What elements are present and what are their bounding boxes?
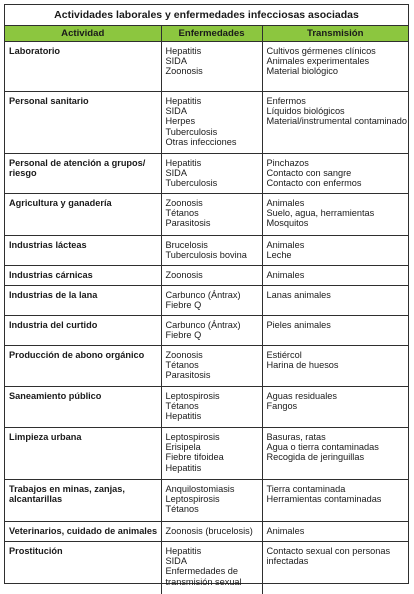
cell-line: Fiebre tifoidea: [165, 452, 224, 463]
cell-line: Leche: [266, 250, 292, 261]
cell-line: Contacto con enfermos: [266, 178, 362, 189]
table-row: [5, 236, 408, 266]
cell-line: Zoonosis: [165, 350, 203, 360]
cell-line: Trabajos en minas, zanjas,: [9, 484, 125, 494]
cell-line: Producción de abono orgánico: [9, 350, 145, 360]
table-row: [5, 346, 408, 387]
cell-line: Herramientas contaminadas: [266, 494, 382, 505]
activity-cell: [5, 286, 161, 316]
transmission-cell: [262, 480, 408, 522]
cell-line: Tétanos: [165, 360, 199, 371]
cell-line: Animales: [266, 270, 305, 280]
cell-line: Leptospirosis: [165, 432, 220, 442]
cell-line: Erisipela: [165, 442, 201, 453]
diseases-cell: [161, 387, 262, 428]
cell-line: Mosquitos: [266, 218, 309, 229]
cell-line: Industrias lácteas: [9, 240, 87, 250]
cell-line: Industrias cárnicas: [9, 270, 93, 280]
diseases-cell: [161, 236, 262, 266]
cell-line: Zoonosis: [165, 66, 203, 77]
cell-line: Cultivos gérmenes clínicos: [266, 46, 376, 56]
activity-cell: [5, 194, 161, 236]
transmission-cell: [262, 542, 408, 594]
cell-line: Veterinarios, cuidado de animales: [9, 526, 158, 536]
cell-line: Animales experimentales: [266, 56, 370, 67]
activity-cell: [5, 387, 161, 428]
cell-line: Tétanos: [165, 401, 199, 412]
cell-line: Personal sanitario: [9, 96, 89, 106]
cell-line: SIDA: [165, 106, 187, 117]
cell-line: Hepatitis: [165, 96, 202, 106]
cell-line: riesgo: [9, 168, 37, 179]
cell-line: Zoonosis: [165, 198, 203, 208]
table-row: [5, 428, 408, 480]
activity-cell: [5, 154, 161, 194]
transmission-cell: [262, 387, 408, 428]
cell-line: Carbunco (Ántrax): [165, 320, 241, 330]
diseases-table: [5, 26, 408, 594]
diseases-cell: [161, 428, 262, 480]
cell-line: Aguas residuales: [266, 391, 337, 401]
cell-line: Tierra contaminada: [266, 484, 346, 494]
cell-line: Otras infecciones: [165, 136, 237, 147]
table-row: [5, 154, 408, 194]
cell-line: Suelo, agua, herramientas: [266, 208, 375, 219]
transmission-cell: [262, 522, 408, 542]
cell-line: Agricultura y ganadería: [9, 198, 112, 208]
cell-line: Tuberculosis: [165, 178, 218, 189]
cell-line: infectadas: [266, 556, 309, 567]
cell-line: Fiebre Q: [165, 300, 202, 311]
diseases-cell: [161, 480, 262, 522]
transmission-cell: [262, 286, 408, 316]
cell-line: Material/instrumental contaminado: [266, 116, 407, 127]
header-actividad: Actividad: [5, 26, 161, 42]
activity-cell: [5, 480, 161, 522]
diseases-cell: [161, 316, 262, 346]
cell-line: Tuberculosis: [165, 126, 218, 137]
cell-line: Laboratorio: [9, 46, 61, 56]
diseases-cell: [161, 266, 262, 286]
transmission-cell: [262, 236, 408, 266]
cell-line: Industria del curtido: [9, 320, 98, 330]
transmission-cell: [262, 194, 408, 236]
cell-line: Animales: [266, 526, 305, 536]
cell-line: Herpes: [165, 116, 196, 127]
diseases-cell: [161, 286, 262, 316]
activity-cell: [5, 316, 161, 346]
cell-line: Fangos: [266, 401, 298, 412]
cell-line: Contacto con sangre: [266, 168, 352, 179]
cell-line: Harina de huesos: [266, 360, 339, 371]
transmission-cell: [262, 92, 408, 154]
cell-line: Hepatitis: [165, 411, 202, 422]
cell-line: Enfermedades de: [165, 566, 239, 577]
cell-line: Líquidos biológicos: [266, 106, 345, 117]
cell-line: Hepatitis: [165, 158, 202, 168]
transmission-cell: [262, 428, 408, 480]
table-row: [5, 194, 408, 236]
cell-line: SIDA: [165, 56, 187, 67]
diseases-cell: [161, 92, 262, 154]
cell-line: Parasitosis: [165, 218, 211, 229]
diseases-cell: [161, 42, 262, 92]
table-title: Actividades laborales y enfermedades infecciosas asociadas: [5, 5, 408, 26]
diseases-cell: [161, 542, 262, 594]
cell-line: Carbunco (Ántrax): [165, 290, 241, 300]
table-row: [5, 286, 408, 316]
cell-line: SIDA: [165, 168, 187, 179]
activity-cell: [5, 522, 161, 542]
table-body: [5, 42, 408, 594]
transmission-cell: [262, 154, 408, 194]
cell-line: Anquilostomiasis: [165, 484, 235, 494]
header-enfermedades: Enfermedades: [161, 26, 262, 42]
cell-line: Enfermos: [266, 96, 306, 106]
transmission-cell: [262, 316, 408, 346]
cell-line: Estiércol: [266, 350, 302, 360]
cell-line: Industrias de la lana: [9, 290, 98, 300]
diseases-cell: [161, 194, 262, 236]
table-row: [5, 92, 408, 154]
diseases-cell: [161, 154, 262, 194]
cell-line: SIDA: [165, 556, 187, 567]
activity-cell: [5, 236, 161, 266]
cell-line: Pieles animales: [266, 320, 331, 330]
cell-line: Personal de atención a grupos/: [9, 158, 146, 168]
cell-line: Lanas animales: [266, 290, 331, 300]
activity-cell: [5, 542, 161, 594]
cell-line: Limpieza urbana: [9, 432, 82, 442]
table-row: [5, 522, 408, 542]
table-row: [5, 42, 408, 92]
table-row: [5, 387, 408, 428]
table-frame: [4, 4, 409, 587]
header-transmision: Transmisión: [262, 26, 408, 42]
cell-line: Recogida de jeringuillas: [266, 452, 365, 463]
cell-line: Tétanos: [165, 504, 199, 515]
table-row: [5, 542, 408, 594]
cell-line: Hepatitis: [165, 46, 202, 56]
activity-cell: [5, 42, 161, 92]
cell-line: Zoonosis: [165, 270, 203, 280]
diseases-cell: [161, 346, 262, 387]
cell-line: Brucelosis: [165, 240, 208, 250]
cell-line: alcantarillas: [9, 494, 63, 505]
cell-line: Saneamiento público: [9, 391, 102, 401]
cell-line: Pinchazos: [266, 158, 309, 168]
activity-cell: [5, 428, 161, 480]
transmission-cell: [262, 346, 408, 387]
cell-line: Animales: [266, 240, 305, 250]
cell-line: Parasitosis: [165, 370, 211, 381]
cell-line: Fiebre Q: [165, 330, 202, 341]
transmission-cell: [262, 266, 408, 286]
cell-line: Animales: [266, 198, 305, 208]
cell-line: Tétanos: [165, 208, 199, 219]
cell-line: transmisión sexual: [165, 576, 242, 587]
cell-line: Hepatitis: [165, 546, 202, 556]
cell-line: Material biológico: [266, 66, 338, 77]
header-row: [5, 26, 408, 42]
activity-cell: [5, 266, 161, 286]
table-row: [5, 480, 408, 522]
cell-line: Contacto sexual con personas: [266, 546, 391, 556]
cell-line: Leptospirosis: [165, 494, 220, 505]
cell-line: Prostitución: [9, 546, 63, 556]
activity-cell: [5, 346, 161, 387]
activity-cell: [5, 92, 161, 154]
diseases-cell: [161, 522, 262, 542]
transmission-cell: [262, 42, 408, 92]
cell-line: Basuras, ratas: [266, 432, 326, 442]
cell-line: Hepatitis: [165, 462, 202, 473]
table-row: [5, 316, 408, 346]
table-row: [5, 266, 408, 286]
cell-line: Tuberculosis bovina: [165, 250, 247, 261]
cell-line: Agua o tierra contaminadas: [266, 442, 379, 453]
cell-line: Leptospirosis: [165, 391, 220, 401]
cell-line: Zoonosis (brucelosis): [165, 526, 253, 536]
